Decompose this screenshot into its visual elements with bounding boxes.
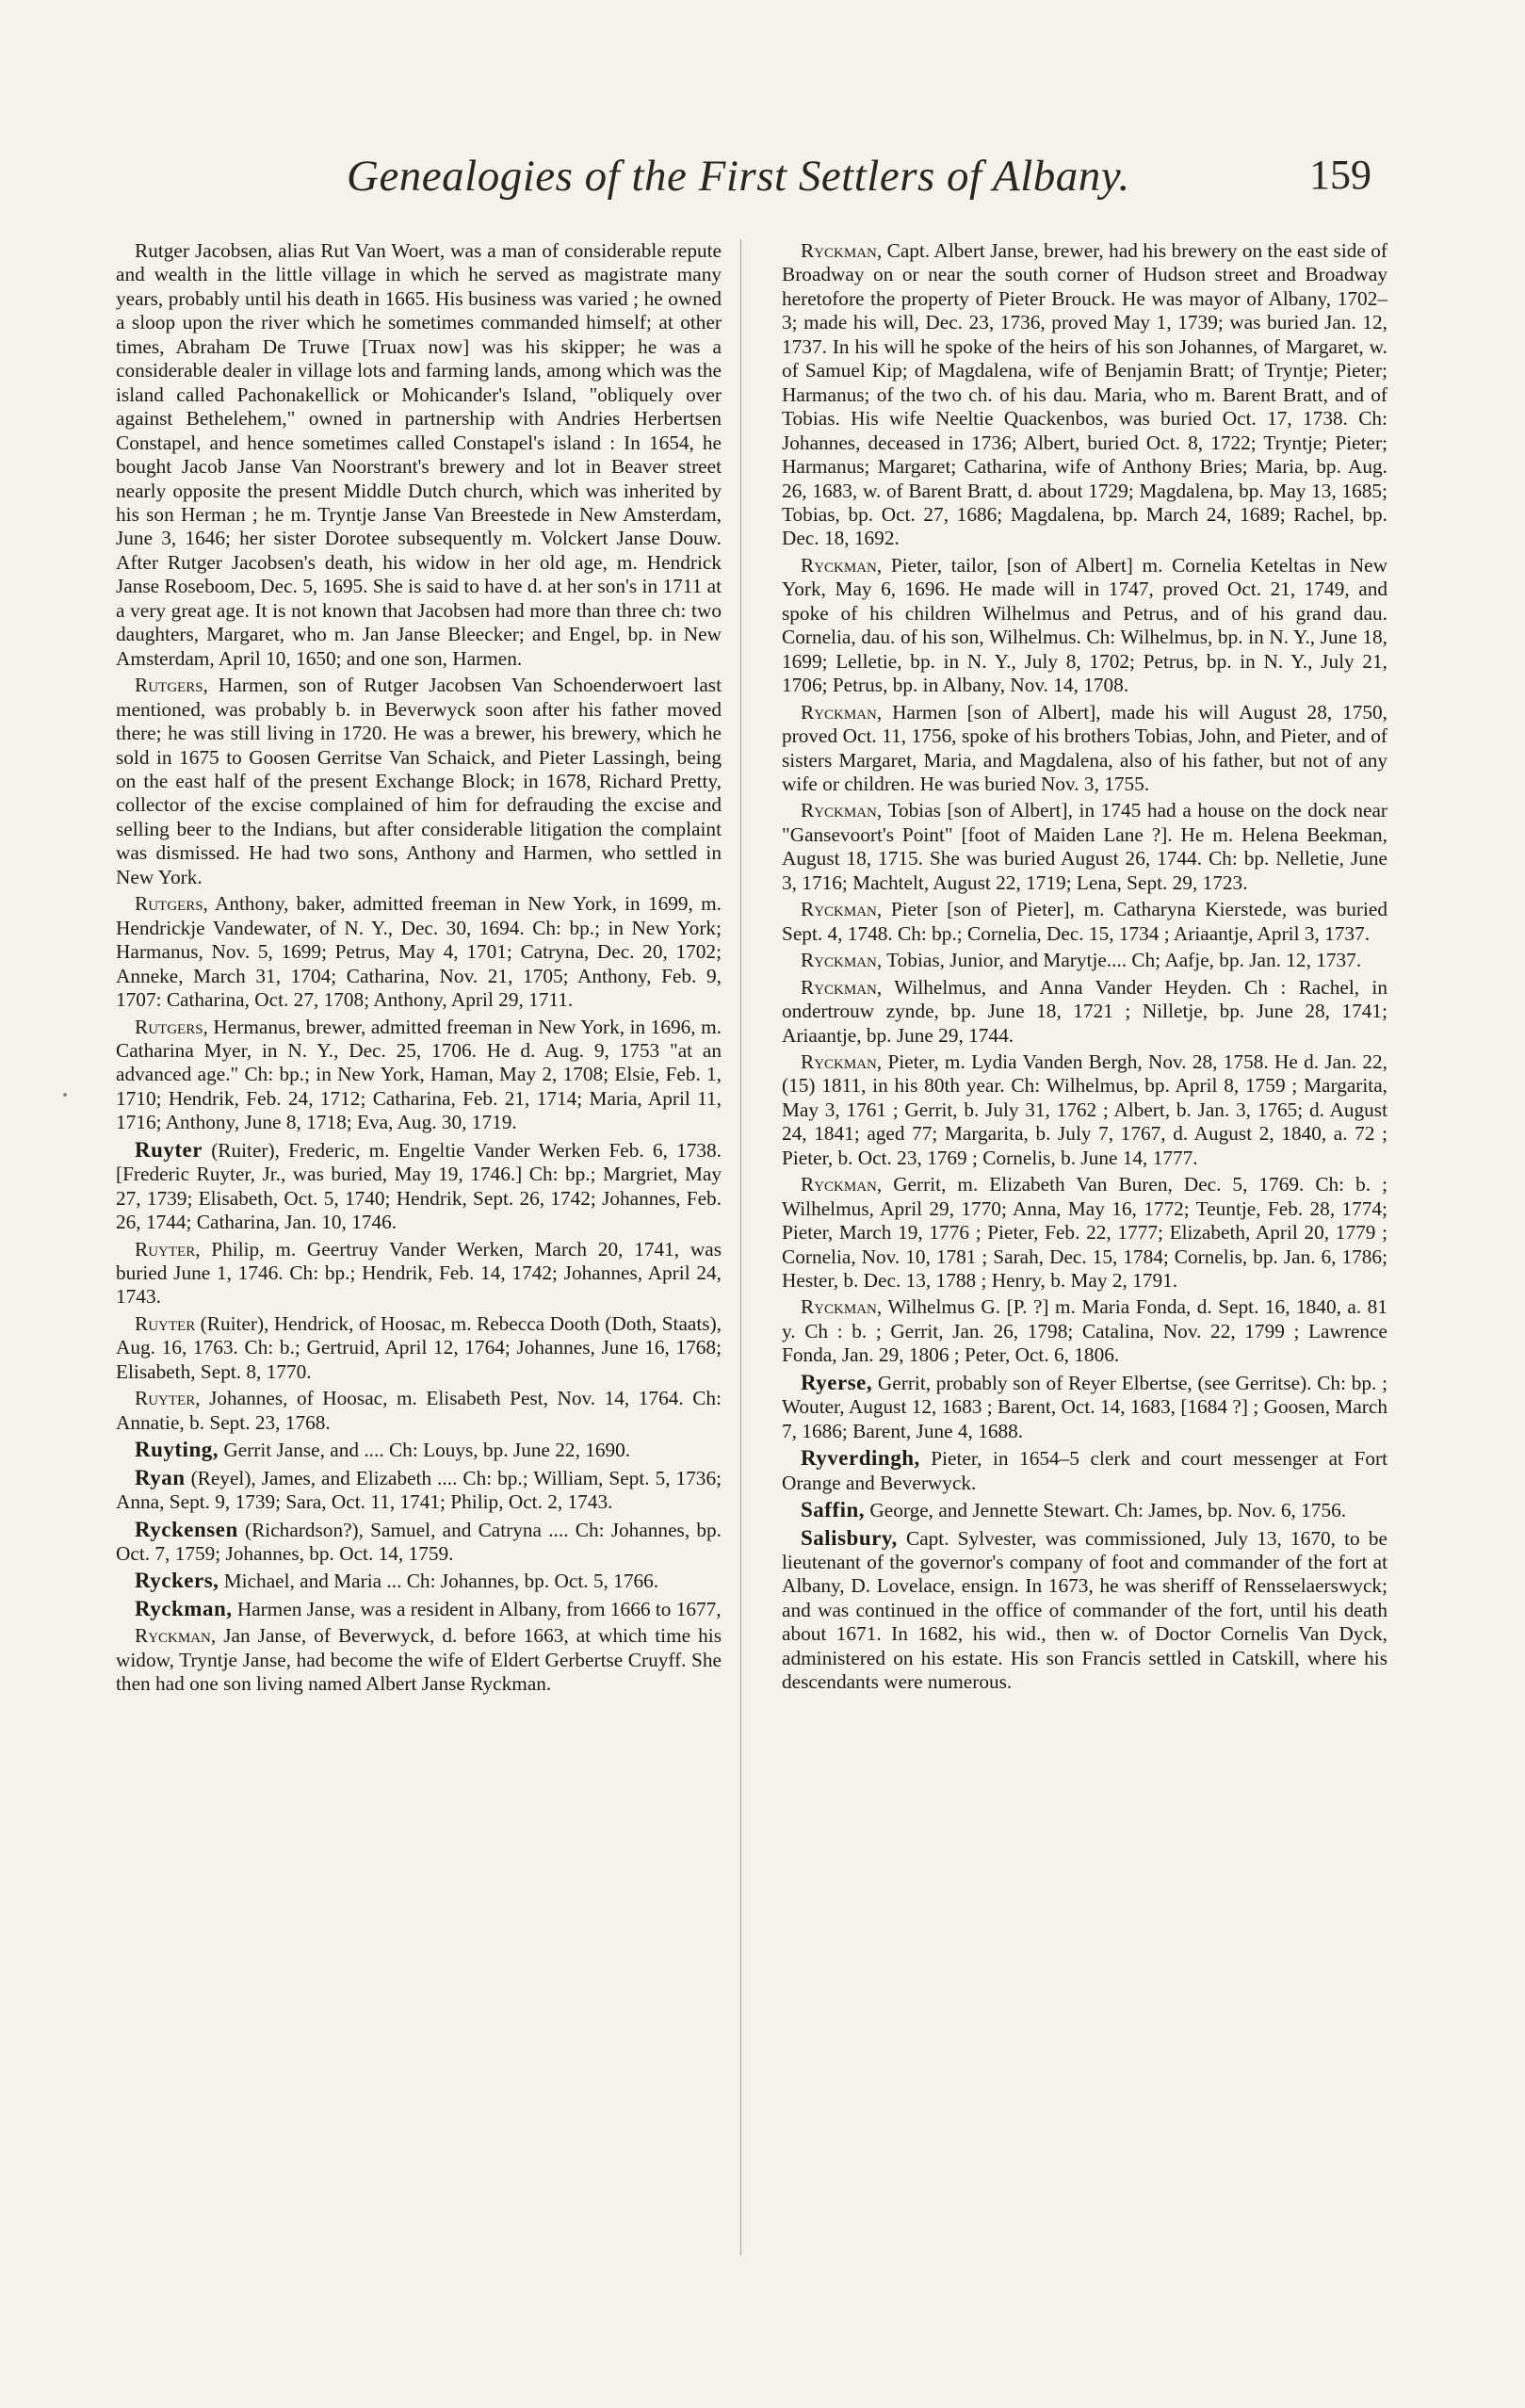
genealogy-entry: [782, 1050, 1387, 1170]
entry-surname: Ruyter,: [135, 1237, 201, 1261]
entry-surname: Ryckman,: [801, 1173, 883, 1196]
entry-surname: Ryckman,: [801, 975, 883, 999]
genealogy-entry: [782, 701, 1387, 797]
entry-text: Wilhelmus, and Anna Vander Heyden. Ch : Rachel, in ondertrouw zynde, bp. June 18, 1721 ; Nilletje, bp. June 28, 1741; Ariaantje, bp. June 29, 1744.: [782, 975, 1387, 1047]
entry-text: (Ruiter), Frederic, m. Engeltie Vander Werken Feb. 6, 1738. [Frederic Ruyter, Jr., was buried, May 19, 1746.] Ch: bp.; Margriet, May 27, 1739; Elisabeth, Oct. 5, 1740; Hendrik, Sept. 26, 1742; Johannes, Feb. 26, 1744; Catharina, Jan. 10, 1746.: [116, 1138, 722, 1234]
entry-surname: Ryckensen: [135, 1517, 238, 1541]
entry-text: Pieter, in 1654–5 clerk and court messenger at Fort Orange and Beverwyck.: [782, 1447, 1388, 1494]
entry-surname: Ryckman,: [135, 1624, 217, 1648]
entry-text: Michael, and Maria ... Ch: Johannes, bp. Oct. 5, 1766.: [223, 1570, 659, 1593]
genealogy-entry: [116, 1438, 722, 1462]
entry-text: Anthony, baker, admitted freeman in New York, in 1699, m. Hendrickje Vandewater, of N. Y., Dec. 30, 1694. Ch: bp.; in New York; Harmanus, Nov. 5, 1699; Petrus, May 4, 1701; Catryna, Dec. 20, 1702; Anneke, March 31, 1704; Catharina, Nov. 21, 1705; Anthony, Feb. 9, 1707: Catharina, Oct. 27, 1708; Anthony, April 29, 1711.: [116, 892, 722, 1012]
entry-text: Gerrit Janse, and .... Ch: Louys, bp. June 22, 1690.: [223, 1439, 631, 1462]
genealogy-entry: [782, 949, 1387, 972]
page-header: [0, 151, 1525, 207]
genealogy-entry: [116, 1466, 722, 1515]
genealogy-entry: [116, 1312, 722, 1384]
entry-text: Harmen [son of Albert], made his will August 28, 1750, proved Oct. 11, 1756, spoke of his brothers Tobias, John, and Pieter, and of sisters Margaret, Maria, and Magdalena, also of his father, but not of any wife or children. He was buried Nov. 3, 1755.: [782, 700, 1387, 795]
entry-surname: Ryckman,: [801, 799, 883, 822]
entry-text: Pieter, m. Lydia Vanden Bergh, Nov. 28, 1758. He d. Jan. 22, (15) 1811, in his 80th year. Ch: Wilhelmus, bp. April 8, 1759 ; Margarita, May 3, 1761 ; Gerrit, b. July 31, 1762 ; Albert, b. Jan. 3, 1765; d. August 24, 1841; aged 77; Margarita, b. July 7, 1767, d. August 2, 1840, a. 72 ; Pieter, b. Oct. 23, 1769 ; Cornelis, b. June 14, 1777.: [782, 1049, 1387, 1169]
entry-surname: Salisbury,: [801, 1525, 898, 1550]
entry-surname: Rutgers,: [135, 1015, 208, 1038]
entry-text: (Reyel), James, and Elizabeth .... Ch: bp.; William, Sept. 5, 1736; Anna, Sept. 9, 1739; Sara, Oct. 11, 1741; Philip, Oct. 2, 1743.: [116, 1466, 722, 1514]
entry-surname: Saffin,: [801, 1498, 866, 1522]
entry-surname: Ruyter,: [135, 1387, 201, 1410]
genealogy-entry: [116, 1597, 722, 1621]
entry-text: Johannes, of Hoosac, m. Elisabeth Pest, Nov. 14, 1764. Ch: Annatie, b. Sept. 23, 1768.: [116, 1387, 722, 1434]
genealogy-entry: [782, 898, 1387, 946]
entry-text: Tobias, Junior, and Marytje.... Ch; Aafje, bp. Jan. 12, 1737.: [886, 949, 1362, 972]
page-number: 159: [1309, 152, 1371, 198]
entry-surname: Ryckman,: [801, 239, 883, 262]
entry-text: Pieter, tailor, [son of Albert] m. Cornelia Keteltas in New York, May 6, 1696. He made will in 1747, proved Oct. 21, 1749, and spoke of his children Wilhelmus and Petrus, and of his grand dau. Cornelia, dau. of his son, Wilhelmus. Ch: Wilhelmus, bp. in N. Y., June 18, 1699; Lelletie, bp. in N. Y., July 8, 1702; Petrus, bp. in N. Y., July 21, 1706; Petrus, bp. in Albany, Nov. 14, 1708.: [782, 553, 1387, 697]
entry-surname: Ruyter: [135, 1311, 196, 1335]
entry-surname: Ruyting,: [135, 1438, 219, 1462]
entry-text: George, and Jennette Stewart. Ch: James, bp. Nov. 6, 1756.: [869, 1499, 1347, 1522]
genealogy-entry: [782, 1371, 1387, 1443]
genealogy-entry: [782, 1446, 1387, 1495]
entry-surname: Ryckman,: [801, 898, 883, 921]
entry-text: Harmen Janse, was a resident in Albany, from 1666 to 1677,: [236, 1597, 722, 1620]
entry-surname: Ryverdingh,: [801, 1446, 920, 1471]
margin-speck: [63, 1093, 67, 1097]
entry-text: Tobias [son of Albert], in 1745 had a house on the dock near "Gansevoort's Point" [foot of Maiden Lane ?]. He m. Helena Beekman, August 18, 1715. She was buried August 26, 1744. Ch: bp. Nelletie, June 3, 1716; Machtelt, August 22, 1719; Lena, Sept. 29, 1723.: [782, 799, 1387, 894]
genealogy-entry: [782, 1498, 1387, 1522]
entry-text: Capt. Albert Janse, brewer, had his brewery on the east side of Broadway on or near the south corner of Hudson street and Broadway heretofore the property of Pieter Brouck. He was mayor of Albany, 1702–3; made his will, Dec. 23, 1736, proved May 1, 1739; was buried Jan. 12, 1737. In his will he spoke of the heirs of his son Johannes, of Margaret, w. of Samuel Kip; of Magdalena, wife of Benjamin Bratt; of Tryntje; Pieter; Harmanus; of the two ch. of his dau. Maria, who m. Barent Bratt, and of Tobias. His wife Neeltie Quackenbos, was buried Oct. 17, 1738. Ch: Johannes, deceased in 1736; Albert, buried Oct. 8, 1722; Tryntje; Pieter; Harmanus; Margaret; Catharina, wife of Anthony Bries; Maria, bp. Aug. 26, 1683, w. of Barent Bratt, d. about 1729; Magdalena, bp. May 13, 1685; Tobias, bp. Oct. 27, 1686; Magdalena, bp. March 24, 1689; Rachel, bp. Dec. 18, 1692.: [782, 239, 1387, 550]
genealogy-entry: [116, 1387, 722, 1435]
entry-text: Gerrit, probably son of Reyer Elbertse, (see Gerritse). Ch: bp. ; Wouter, August 12, 1683 ; Barent, Oct. 14, 1683, [1684 ?] ; Goosen, March 7, 1686; Barent, June 4, 1688.: [782, 1371, 1388, 1442]
genealogy-entry: [116, 892, 722, 1012]
entry-surname: Rutgers,: [135, 892, 208, 916]
entry-text: Harmen, son of Rutger Jacobsen Van Schoenderwoert last mentioned, was probably b. in Beverwyck soon after his father moved there; he was still living in 1720. He was a brewer, his brewery, which he sold in 1675 to Goosen Gerritse Van Schaick, and Pieter Lassingh, being on the east half of the present Exchange Block; in 1678, Richard Pretty, collector of the excise complained of him for defrauding the excise and selling beer to the Indians, but after considerable litigation the complaint was dismissed. He had two sons, Anthony and Harmen, who settled in New York.: [116, 674, 722, 888]
genealogy-entry: [782, 1526, 1387, 1695]
entry-text: Wilhelmus G. [P. ?] m. Maria Fonda, d. Sept. 16, 1840, a. 81 y. Ch : b. ; Gerrit, Jan. 26, 1798; Catalina, Nov. 22, 1799 ; Lawrence Fonda, Jan. 29, 1806 ; Peter, Oct. 6, 1806.: [782, 1295, 1387, 1367]
entry-surname: Ryerse,: [801, 1370, 873, 1394]
running-title: Genealogies of the First Settlers of Albany.: [347, 152, 1130, 201]
entry-surname: Ryckman,: [801, 1295, 883, 1319]
genealogy-entry: [782, 239, 1387, 551]
right-column: [782, 239, 1387, 1698]
entry-surname: Ryckman,: [801, 949, 883, 972]
entry-surname: Ryckman,: [801, 553, 883, 577]
genealogy-entry: [116, 674, 722, 889]
genealogy-entry: [116, 1138, 722, 1235]
genealogy-entry: [116, 239, 722, 671]
entry-text: Philip, m. Geertruy Vander Werken, March 20, 1741, was buried June 1, 1746. Ch: bp.; Hendrik, Feb. 14, 1742; Johannes, April 24, 1743.: [116, 1237, 722, 1309]
entry-surname: Ryan: [135, 1465, 186, 1489]
entry-text: Rutger Jacobsen, alias Rut Van Woert, was a man of considerable repute and wealth in the little village in which he served as magistrate many years, probably until his death in 1665. His business was varied ; he owned a sloop upon the river which he sometimes commanded himself; at other times, Abraham De Truwe [Truax now] was his skipper; he was a considerable dealer in village lots and farming lands, among which was the island called Pachonakellick or Mohicander's Island, "obliquely over against Bethelehem," owned in partnership with Andries Herbertsen Constapel, and hence sometimes called Constapel's island : In 1654, he bought Jacob Janse Van Noorstrant's brewery and lot in Beaver street nearly opposite the present Middle Dutch church, which was inherited by his son Herman ; he m. Tryntje Janse Van Breestede in New Amsterdam, June 3, 1646; her sister Dorotee subsequently m. Volckert Janse Douw. After Rutger Jacobsen's death, his widow in her old age, m. Hendrick Janse Roseboom, Dec. 5, 1695. She is said to have d. at her son's in 1711 at a very great age. It is not known that Jacobsen had more than three ch: two daughters, Margaret, who m. Jan Janse Bleecker; and Engel, bp. in New Amsterdam, April 10, 1650; and one son, Harmen.: [116, 239, 722, 670]
genealogy-entry: [782, 799, 1387, 895]
genealogy-entry: [116, 1624, 722, 1696]
entry-text: Capt. Sylvester, was commissioned, July 13, 1670, to be lieutenant of the governor's company of foot and commander of the fort at Albany, D. Lovelace, ensign. In 1673, he was sheriff of Rensselaerswyck; and was continued in the office of commander of the fort, until his death about 1671. In 1682, his wid., then w. of Doctor Cornelis Van Dyck, administered on his estate. His son Francis settled in Catskill, where his descendants were numerous.: [782, 1526, 1387, 1694]
entry-text: Jan Janse, of Beverwyck, d. before 1663, at which time his widow, Tryntje Janse, had become the wife of Eldert Gerbertse Cruyff. She then had one son living named Albert Janse Ryckman.: [116, 1624, 722, 1696]
entry-text: Pieter [son of Pieter], m. Catharyna Kierstede, was buried Sept. 4, 1748. Ch: bp.; Cornelia, Dec. 15, 1734 ; Ariaantje, April 3, 1737.: [782, 898, 1387, 945]
genealogy-entry: [782, 1173, 1387, 1293]
genealogy-entry: [116, 1569, 722, 1593]
entry-surname: Ryckman,: [801, 1049, 883, 1073]
entry-text: (Ruiter), Hendrick, of Hoosac, m. Rebecca Dooth (Doth, Staats), Aug. 16, 1763. Ch: b.; Gertruid, April 12, 1764; Johannes, June 16, 1768; Elisabeth, Sept. 8, 1770.: [116, 1311, 722, 1383]
entry-surname: Rutgers,: [135, 674, 208, 697]
entry-text: Gerrit, m. Elizabeth Van Buren, Dec. 5, 1769. Ch: b. ; Wilhelmus, April 29, 1770; Anna, May 16, 1772; Teuntje, Feb. 28, 1774; Pieter, March 19, 1776 ; Pieter, Feb. 22, 1777; Elizabeth, April 20, 1779 ; Cornelia, Nov. 10, 1781 ; Sarah, Dec. 15, 1784; Cornelis, bp. Jan. 6, 1786; Hester, b. Dec. 13, 1788 ; Henry, b. May 2, 1791.: [782, 1173, 1387, 1293]
column-divider: [740, 239, 741, 2255]
left-column: [116, 239, 722, 1700]
genealogy-entry: [782, 554, 1387, 698]
genealogy-entry: [116, 1518, 722, 1567]
entry-surname: Ryckman,: [135, 1596, 233, 1620]
entry-surname: Ryckman,: [801, 700, 883, 724]
entry-surname: Ruyter: [135, 1137, 203, 1162]
entry-text: Hermanus, brewer, admitted freeman in New York, in 1696, m. Catharina Myer, in N. Y., Dec. 25, 1706. He d. Aug. 9, 1753 "at an advanced age." Ch: bp.; in New York, Haman, May 2, 1708; Elsie, Feb. 1, 1710; Hendrik, Feb. 24, 1712; Catharina, Feb. 21, 1714; Maria, April 11, 1716; Anthony, June 8, 1718; Eva, Aug. 30, 1719.: [116, 1015, 722, 1134]
entry-text: (Richardson?), Samuel, and Catryna .... Ch: Johannes, bp. Oct. 7, 1759; Johannes, bp. Oct. 14, 1759.: [116, 1518, 722, 1566]
entry-surname: Ryckers,: [135, 1569, 219, 1593]
genealogy-entry: [782, 1295, 1387, 1367]
genealogy-entry: [782, 976, 1387, 1048]
genealogy-entry: [116, 1016, 722, 1135]
genealogy-entry: [116, 1238, 722, 1310]
